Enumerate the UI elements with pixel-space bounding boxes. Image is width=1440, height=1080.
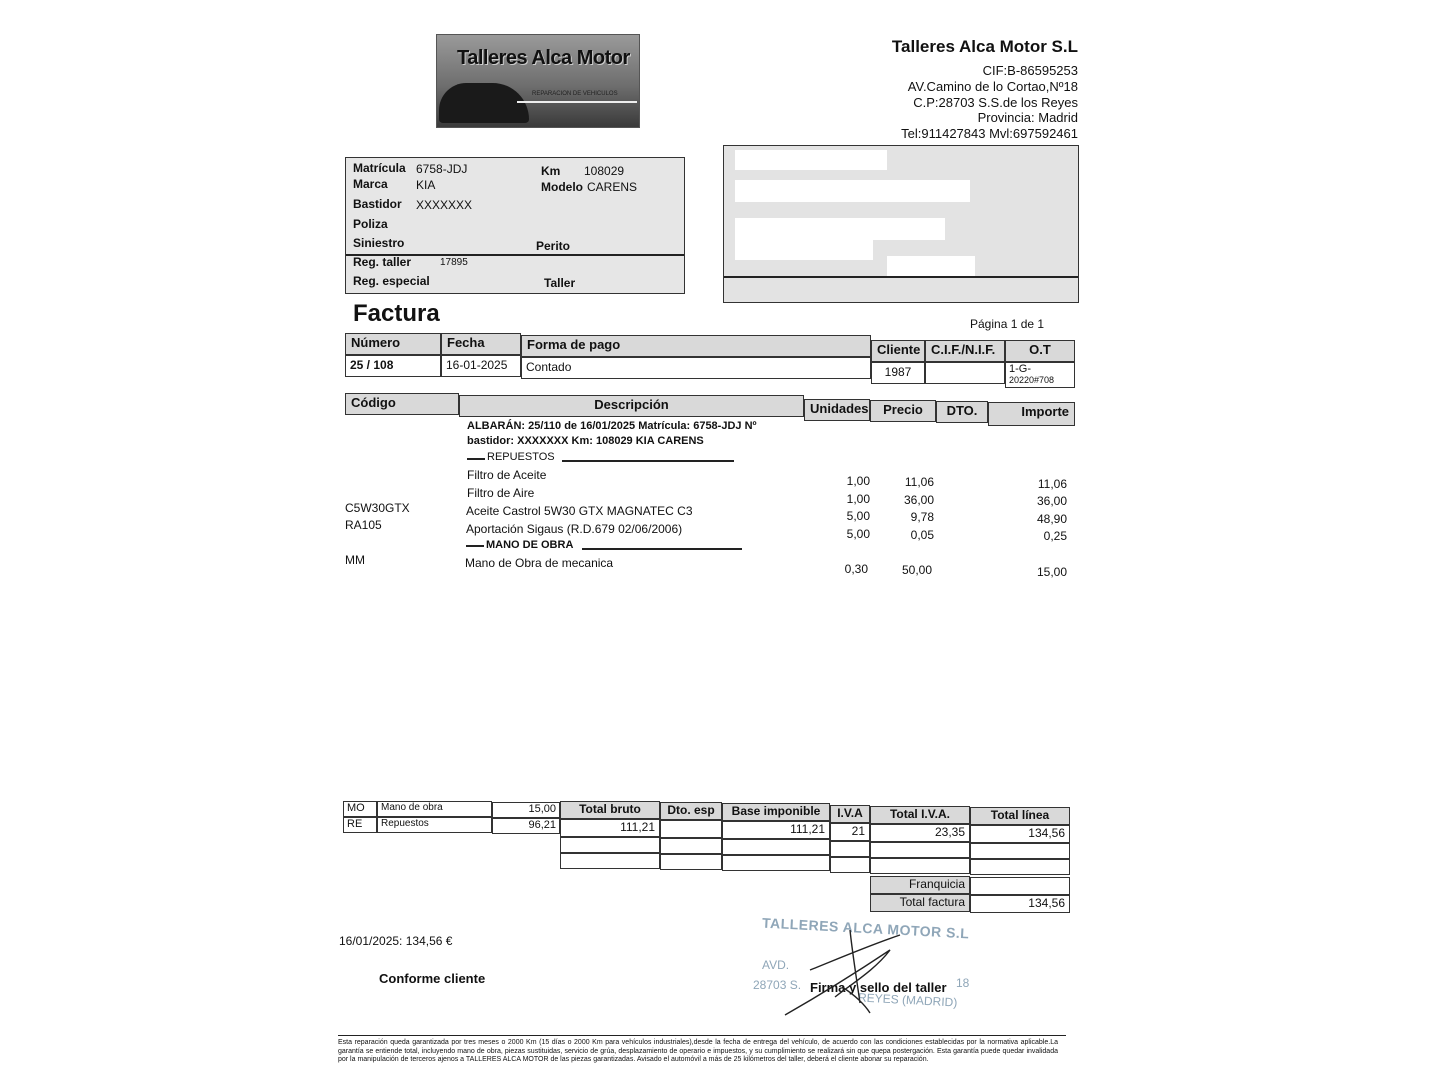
bastidor-label: Bastidor (353, 197, 402, 211)
item-row-4-desc: Aportación Sigaus (R.D.679 02/06/2006) (466, 522, 683, 536)
forma-pago-header: Forma de pago (521, 335, 871, 357)
forma-pago-value: Contado (521, 357, 871, 379)
summary-mo-code: MO (343, 801, 377, 817)
dto-esp-header: Dto. esp (660, 802, 722, 820)
item-row-4-price: 0,05 (910, 528, 934, 542)
total-iva-value: 23,35 (870, 824, 970, 842)
repuestos-rule-left (467, 458, 485, 460)
reg-especial-label: Reg. especial (353, 274, 430, 288)
warranty-note: Esta reparación queda garantizada por tres meses o 2000 Km (15 días o 2000 Km para vehículos industriales),desde la fecha de entrega del vehículo, de acuerdo con las condiciones establecidas por la normativa aplicable.La garantía se entiende total, incluyendo mano de obra, piezas sustituidas, servicio de grúa, desplazamiento de operario e impuestos, y su cumplimiento se realizará sin que quepa postergación. Esta garantía puede quedar invalidada por la manipulación de terceros ajenos a TALLERES ALCA MOTOR de las piezas garantizadas. Avisado el automóvil a más de 25 kilómetros del taller, deberá el cliente abonar su reparación. (338, 1039, 1058, 1063)
perito-label: Perito (536, 239, 571, 253)
marca-value: KIA (416, 178, 436, 192)
company-address: AV.Camino de lo Cortao,Nº18 (907, 79, 1078, 94)
invoice-title: Factura (353, 300, 440, 327)
item-row-1-desc: Filtro de Aceite (467, 468, 547, 482)
repuestos-rule-right (562, 460, 734, 462)
company-province: Provincia: Madrid (977, 110, 1078, 125)
unidades-header: Unidades (804, 399, 870, 421)
cliente-value: 1987 (871, 362, 925, 384)
fecha-header: Fecha (441, 333, 521, 355)
ot-header: O.T (1005, 340, 1075, 362)
summary-re-label: Repuestos (377, 817, 492, 833)
redaction-bar (735, 218, 945, 240)
logo-stripe (517, 101, 637, 103)
iva-value: 21 (830, 823, 870, 841)
item-row-3-price: 9,78 (910, 510, 934, 524)
item-row-2-units: 1,00 (846, 492, 870, 506)
matricula-value: 6758-JDJ (416, 162, 468, 176)
reg-taller-value: 17895 (440, 257, 468, 268)
numero-value: 25 / 108 (345, 355, 441, 377)
stamp-city: 28703 S. (753, 978, 802, 992)
base-imponible-header: Base imponible (722, 803, 830, 821)
franquicia-value (970, 877, 1070, 895)
iva-header: I.V.A (830, 805, 870, 823)
taller-label: Taller (544, 276, 576, 290)
fecha-value: 16-01-2025 (441, 355, 521, 377)
total-bruto-value: 111,21 (560, 819, 660, 837)
company-cif: CIF:B-86595253 (982, 63, 1078, 78)
reg-taller-label: Reg. taller (353, 255, 412, 269)
item-row-2-amount: 36,00 (1036, 494, 1067, 508)
signature-scribble (780, 925, 910, 1020)
cif-value (925, 362, 1005, 384)
redaction-bar (735, 150, 887, 170)
repuestos-section: REPUESTOS (487, 451, 555, 463)
item-row-1-units: 1,00 (846, 474, 870, 488)
item-row-2-desc: Filtro de Aire (467, 486, 535, 500)
empty-total-cell (830, 857, 870, 873)
company-city: C.P:28703 S.S.de los Reyes (913, 95, 1078, 110)
total-bruto-header: Total bruto (560, 801, 660, 819)
empty-total-cell (722, 839, 830, 855)
item-row-5-desc: Mano de Obra de mecanica (465, 556, 614, 570)
empty-total-cell (870, 858, 970, 874)
summary-mo-value: 15,00 (492, 802, 560, 818)
ot-value-line2: 20220#708 (1009, 375, 1055, 385)
item-row-3-units: 5,00 (846, 509, 870, 523)
numero-header: Número (345, 333, 441, 355)
km-value: 108029 (584, 164, 625, 178)
mano-obra-rule-left (466, 545, 484, 547)
ot-value-line1: 1-G- (1009, 363, 1031, 375)
siniestro-label: Siniestro (353, 236, 405, 250)
marca-label: Marca (353, 177, 388, 191)
franquicia-label: Franquicia (870, 876, 970, 894)
item-row-3-code: C5W30GTX (345, 501, 410, 515)
item-row-4-code: RA105 (345, 518, 382, 532)
total-linea-value: 134,56 (970, 825, 1070, 843)
company-phones: Tel:911427843 Mvl:697592461 (901, 126, 1078, 141)
cliente-header: Cliente (871, 340, 925, 362)
empty-total-cell (660, 838, 722, 854)
item-row-5-price: 50,00 (901, 563, 932, 577)
item-row-4-units: 5,00 (846, 527, 870, 541)
empty-total-cell (560, 837, 660, 853)
redaction-bar (735, 180, 970, 202)
footer-rule (338, 1035, 1066, 1036)
firma-sello-label: Firma y sello del taller (810, 980, 947, 995)
summary-mo-label: Mano de obra (377, 801, 492, 817)
item-row-5-code: MM (345, 553, 365, 567)
summary-re-value: 96,21 (492, 818, 560, 834)
total-iva-header: Total I.V.A. (870, 806, 970, 824)
item-row-5-units: 0,30 (844, 562, 868, 576)
company-name: Talleres Alca Motor S.L (891, 37, 1078, 56)
redaction-bar (735, 240, 873, 260)
albaran-line-2: bastidor: XXXXXXX Km: 108029 KIA CARENS (467, 435, 704, 447)
stamp-name: TALLERES ALCA MOTOR S.L (761, 914, 970, 942)
empty-total-cell (722, 855, 830, 871)
conforme-cliente: Conforme cliente (379, 971, 486, 986)
stamp-place: REYES (MADRID) (857, 990, 958, 1010)
item-row-2-price: 36,00 (903, 493, 934, 507)
item-row-3-desc: Aceite Castrol 5W30 GTX MAGNATEC C3 (466, 504, 693, 518)
dto-header: DTO. (936, 401, 988, 423)
logo-subtitle: REPARACION DE VEHICULOS (532, 91, 618, 97)
mano-obra-rule-right (582, 548, 742, 550)
empty-total-cell (970, 859, 1070, 875)
base-imponible-value: 111,21 (722, 821, 830, 839)
precio-header: Precio (870, 400, 936, 422)
importe-header: Importe (988, 402, 1075, 426)
total-linea-header: Total línea (970, 807, 1070, 825)
modelo-label: Modelo (541, 180, 583, 194)
stamp-number: 18 (956, 976, 970, 990)
item-row-1-amount: 11,06 (1037, 477, 1067, 491)
empty-total-cell (560, 853, 660, 869)
item-row-4-amount: 0,25 (1043, 529, 1067, 543)
descripcion-header: Descripción (459, 395, 804, 417)
logo-car-shape (439, 83, 529, 123)
payment-line: 16/01/2025: 134,56 € (339, 934, 453, 948)
mano-obra-section: MANO DE OBRA (486, 539, 574, 551)
stamp-street: AVD. (762, 958, 790, 972)
modelo-value: CARENS (587, 180, 638, 194)
total-factura-label: Total factura (870, 894, 970, 912)
redaction-bar (887, 256, 975, 276)
summary-re-code: RE (343, 817, 377, 833)
empty-total-cell (660, 854, 722, 870)
poliza-label: Poliza (353, 217, 388, 231)
codigo-header: Código (345, 393, 459, 415)
bastidor-value: XXXXXXX (416, 198, 473, 212)
matricula-label: Matrícula (353, 161, 406, 175)
dto-esp-value (660, 820, 722, 838)
empty-total-cell (970, 843, 1070, 859)
ot-value (1005, 362, 1075, 388)
company-logo (436, 34, 640, 128)
empty-total-cell (830, 841, 870, 857)
item-row-1-price: 11,06 (904, 475, 934, 489)
cif-header: C.I.F./N.I.F. (925, 340, 1005, 362)
empty-total-cell (870, 842, 970, 858)
total-factura-value: 134,56 (970, 895, 1070, 913)
logo-text: Talleres Alca Motor (457, 47, 630, 69)
client-box-divider (724, 276, 1078, 278)
albaran-line-1: ALBARÁN: 25/110 de 16/01/2025 Matrícula: 6758-JDJ Nº (467, 420, 757, 432)
page-indicator: Página 1 de 1 (970, 317, 1045, 331)
item-row-3-amount: 48,90 (1036, 512, 1067, 526)
item-row-5-amount: 15,00 (1036, 565, 1067, 579)
km-label: Km (541, 164, 561, 178)
